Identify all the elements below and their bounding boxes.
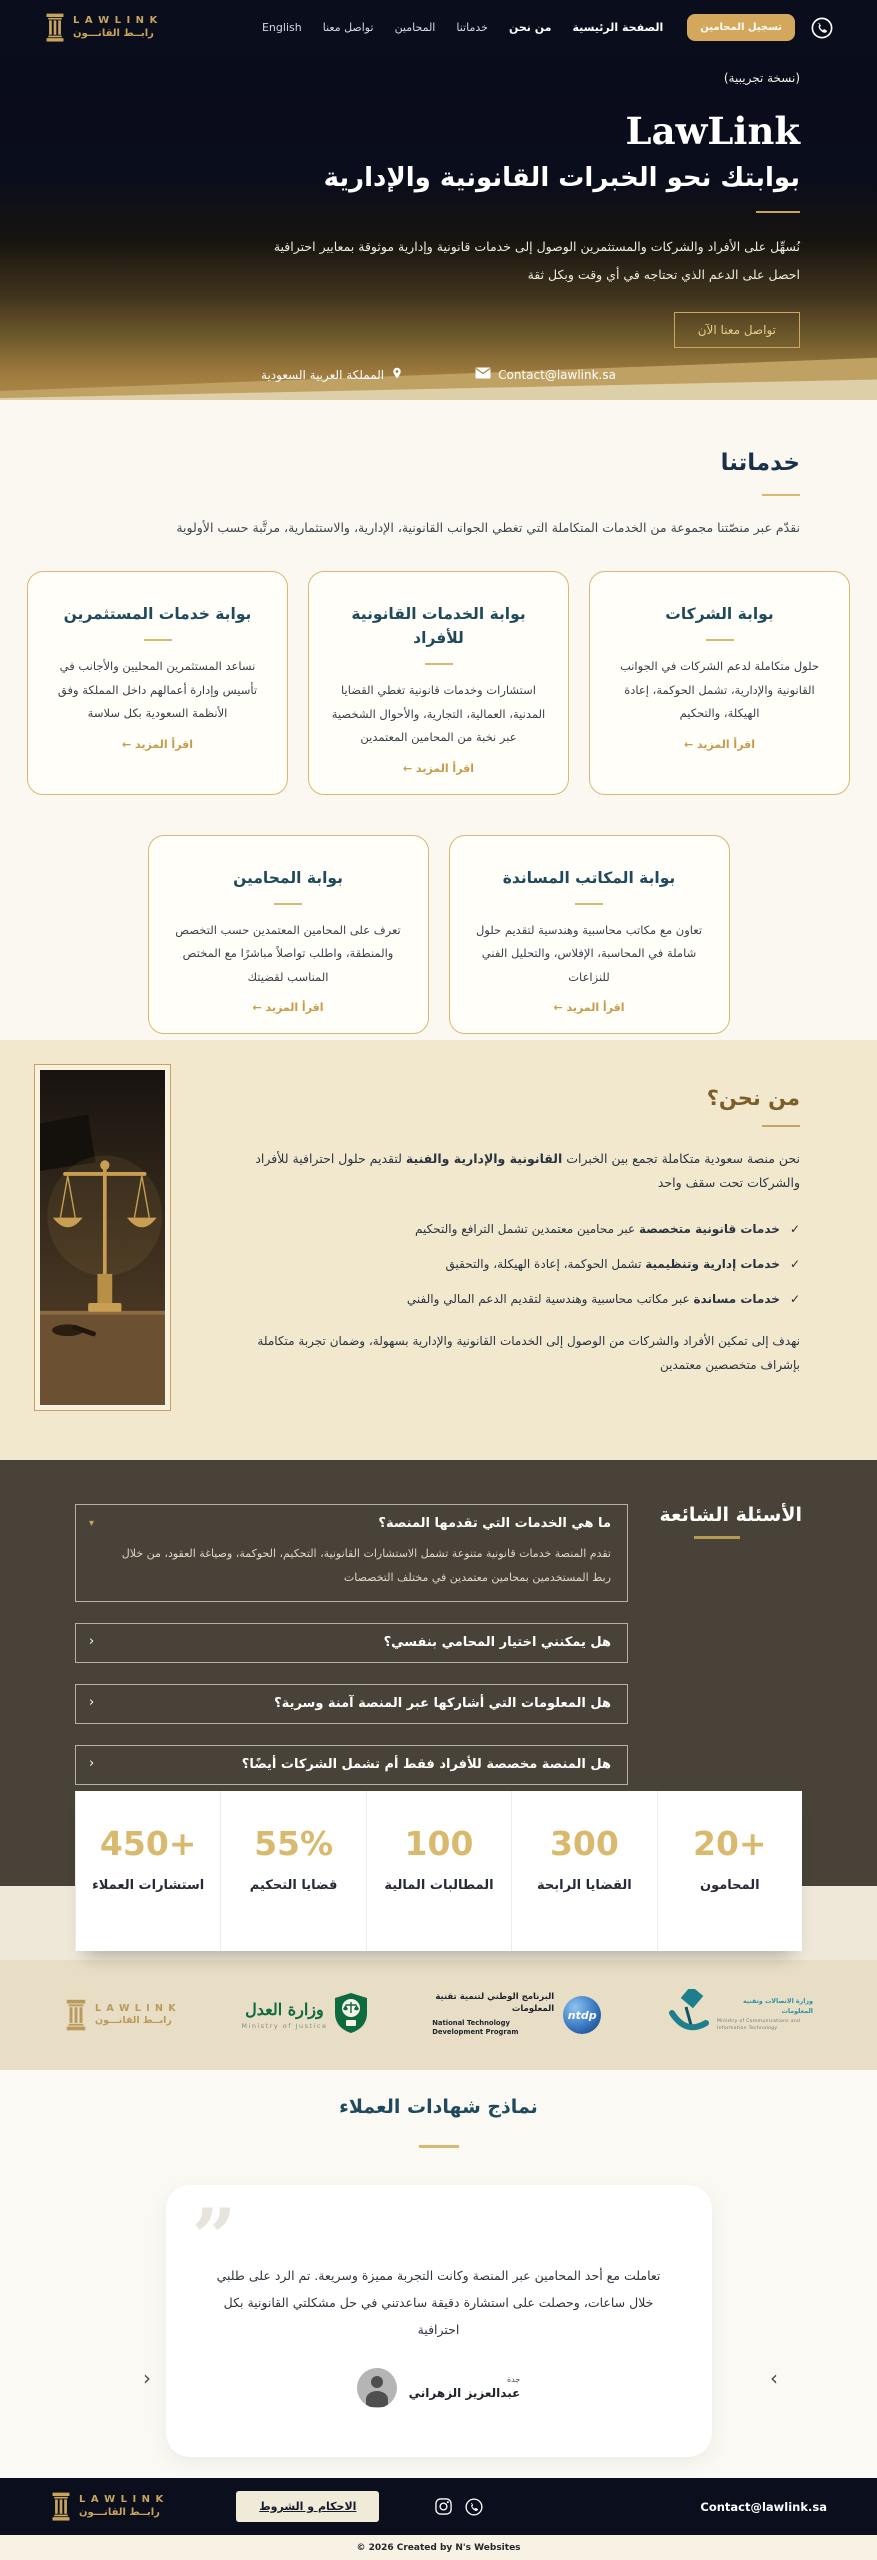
testimonials-section	[0, 2070, 877, 2478]
stat-number: 55%	[254, 1824, 334, 1863]
testimonials-title: نماذج شهادات العملاء	[339, 2096, 538, 2118]
faq-question: هل المنصة مخصصة للأفراد فقط أم تشمل الشركات أيضًا؟	[241, 1757, 611, 1773]
stat-label: المحامون	[699, 1878, 760, 1893]
contact-now-button[interactable]: تواصل معنا الآن	[674, 312, 800, 348]
hero-contact-bar	[0, 365, 877, 384]
ntdp-globe-icon	[563, 1996, 601, 2034]
stat-lawyers	[657, 1791, 802, 1951]
quote-icon: ”	[191, 2192, 237, 2283]
stat-number: 20+	[693, 1824, 767, 1863]
services-subtitle: نقدّم عبر منصّتنا مجموعة من الخدمات المتكاملة التي تغطي الجوانب القانونية، الإدارية، والاستثمارية، مرتَّبة حسب الأولوية	[176, 520, 800, 535]
check-icon: ✓	[789, 1256, 800, 1271]
faq-item-choose-lawyer[interactable]	[75, 1623, 628, 1663]
partners-section	[0, 1960, 877, 2070]
moj-english-name: Ministry of Justice	[241, 2022, 328, 2030]
stats-row	[75, 1791, 802, 1951]
card-title: بوابة الخدمات القانونية للأفراد	[351, 605, 526, 648]
nav-home[interactable]: الصفحة الرئيسية	[572, 21, 664, 34]
nav-contact[interactable]: تواصل معنا	[322, 21, 374, 34]
logo-arabic: رابــط القانـــون	[79, 2506, 160, 2518]
card-text: استشارات وخدمات قانونية تغطي القضايا المدنية، العمالية، التجارية، والأحوال الشخصية عبر نخبة من المحامين المعتمدين	[331, 683, 546, 745]
avatar	[357, 2368, 397, 2408]
mcit-arabic-name: وزارة الاتصالات وتقنية المعلومات	[742, 1998, 813, 2015]
card-title: بوابة المكاتب المساندة	[502, 868, 676, 887]
carousel-prev-arrow[interactable]: ‹	[143, 2366, 151, 2390]
gold-divider	[762, 1125, 800, 1127]
mcit-text	[717, 1997, 813, 2033]
checklist-rest: عبر مكاتب محاسبية وهندسية لتقديم الدعم المالي والفني	[406, 1292, 694, 1307]
nav-about[interactable]: من نحن	[508, 21, 552, 34]
faq-title: الأسئلة الشائعة	[659, 1504, 802, 1526]
about-closing: نهدف إلى تمكين الأفراد والشركات من الوصول إلى الخدمات القانونية والإدارية بسهولة، وضمان تجربة متكاملة بإشراف متخصصين معتمدين	[257, 1334, 800, 1372]
mcit-emblem-icon	[666, 1989, 710, 2041]
hero-description-line2: احصل على الدعم الذي تحتاجه في أي وقت وبكل ثقة	[527, 266, 800, 282]
chevron-left-icon	[89, 1695, 94, 1710]
contact-email: Contact@lawlink.sa	[498, 367, 616, 382]
faq-question: هل المعلومات التي أشاركها عبر المنصة آمنة وسرية؟	[274, 1696, 611, 1712]
stat-value	[367, 1824, 511, 1863]
gold-divider	[274, 903, 302, 905]
stat-value	[658, 1824, 802, 1863]
nav-services[interactable]: خدماتنا	[456, 21, 488, 34]
header	[0, 0, 877, 55]
service-card-investors	[27, 571, 288, 795]
lawlink-logo[interactable]	[44, 13, 158, 43]
card-title: بوابة الشركات	[665, 605, 774, 623]
location-text: المملكة العربية السعودية	[261, 367, 385, 382]
logo-arabic: رابــط القانـــون	[73, 27, 154, 39]
about-title: من نحن؟	[706, 1086, 800, 1110]
card-title: بوابة المحامين	[233, 868, 343, 887]
checklist-item	[215, 1218, 800, 1240]
about-intro-prefix: نحن منصة سعودية متكاملة تجمع بين الخبرات	[562, 1151, 800, 1166]
partner-logo-ministry-of-justice	[241, 1993, 367, 2037]
checklist-rest: عبر محامين معتمدين تشمل الترافع والتحكيم	[415, 1221, 640, 1236]
envelope-icon	[475, 367, 491, 382]
services-cards-row-2	[27, 835, 850, 1035]
checklist-bold: خدمات إدارية وتنظيمية	[645, 1256, 780, 1271]
read-more-link[interactable]: اقرأ المزيد ←	[121, 737, 194, 751]
register-lawyers-button[interactable]: تسجيل المحامين	[687, 14, 795, 41]
moj-shield-icon	[335, 1993, 367, 2037]
card-title: بوابة خدمات المستثمرين	[63, 605, 252, 623]
services-title: خدماتنا	[720, 450, 800, 476]
hero-description	[0, 233, 800, 288]
carousel-next-arrow[interactable]: ›	[770, 2366, 778, 2390]
faq-answer: تقدم المنصة خدمات قانونية متنوعة تشمل الاستشارات القانونية، التحكيم، الحوكمة، وصياغة العقود، من خلال ربط المستخدمين بمحامين معتمدين في مختلف التخصصات	[121, 1547, 611, 1584]
location-item	[261, 365, 403, 384]
read-more-link[interactable]: اقرأ المزيد ←	[402, 761, 475, 775]
gold-divider	[144, 639, 172, 641]
services-section	[0, 400, 877, 1040]
check-icon: ✓	[789, 1292, 800, 1307]
partner-logo-ntdp	[432, 1992, 601, 2037]
gold-divider	[762, 494, 800, 496]
testimonial-author	[214, 2368, 664, 2408]
trial-version-badge: (نسخة تجريبية)	[723, 71, 800, 85]
hero-section	[0, 55, 877, 400]
card-text: تعاون مع مكاتب محاسبية وهندسية لتقديم حلول شاملة في المحاسبة، الإفلاس، والتحليل الفني للنزاعات	[475, 922, 703, 984]
partner-logo-lawlink	[64, 1999, 177, 2032]
about-intro-suffix: لتقديم حلول احترافية للأفراد والشركات تحت سقف واحد	[255, 1151, 800, 1191]
hero-subtitle: بوابتك نحو الخبرات القانونية والإدارية	[323, 163, 800, 193]
check-icon: ✓	[789, 1221, 800, 1236]
logo-text	[79, 2494, 164, 2519]
read-more-link[interactable]: اقرأ المزيد ←	[683, 737, 756, 751]
stat-label: استشارات العملاء	[92, 1878, 205, 1893]
stat-financial-claims	[366, 1791, 511, 1951]
nav-lawyers[interactable]: المحامين	[394, 21, 436, 34]
stat-value	[512, 1824, 656, 1863]
author-name: عبدالعزيز الزهراني	[408, 2386, 521, 2401]
stat-number: 300	[549, 1824, 619, 1863]
checklist-bold: خدمات مساندة	[693, 1292, 780, 1307]
terms-and-conditions-button[interactable]: الاحكام و الشروط	[236, 2491, 379, 2522]
about-intro-bold: القانونية والإدارية والفنية	[405, 1151, 563, 1166]
stat-winning-cases	[511, 1791, 656, 1951]
stat-arbitration-cases	[220, 1791, 365, 1951]
stats-section	[0, 1824, 877, 1960]
main-nav	[262, 21, 663, 34]
gold-divider	[575, 903, 603, 905]
footer-lawlink-logo[interactable]	[50, 2492, 164, 2522]
footer	[0, 2478, 877, 2535]
about-section	[0, 1040, 877, 1460]
stat-value	[221, 1824, 365, 1863]
checklist-text	[415, 1218, 780, 1240]
stat-label: المطالبات المالية	[384, 1878, 494, 1893]
column-icon	[50, 2492, 72, 2522]
checklist-bold: خدمات قانونية متخصصة	[639, 1221, 780, 1236]
chevron-left-icon	[89, 1634, 94, 1649]
faq-question: هل يمكنني اختيار المحامي بنفسي؟	[383, 1635, 611, 1651]
gold-divider	[756, 211, 800, 213]
partner-logo-mcit	[666, 1989, 813, 2041]
about-checklist	[215, 1218, 800, 1311]
stat-number: 100	[404, 1824, 474, 1863]
read-more-link[interactable]: اقرأ المزيد ←	[252, 1001, 324, 1015]
footer-social-icons	[435, 2498, 483, 2516]
gold-divider	[419, 2145, 459, 2148]
mcit-english-name: Ministry of Communications and Information Technology	[716, 2019, 801, 2031]
gold-divider	[425, 663, 453, 665]
moj-arabic-name: وزارة العدل	[245, 2000, 324, 2019]
hero-description-line1: نُسهِّل على الأفراد والشركات والمستثمرين الوصول إلى خدمات قانونية وإدارية موثوقة بمعايير احترافية	[273, 239, 800, 254]
logo-latin: L A W L I N K	[95, 2003, 177, 2015]
card-text: حلول متكاملة لدعم الشركات في الجوانب القانونية والإدارية، تشمل الحوكمة، إعادة الهيكلة، والتحكيم	[619, 659, 820, 721]
ntdp-abbr: ntdp	[567, 2008, 597, 2022]
stat-label: القضايا الرابحة	[537, 1878, 632, 1893]
checklist-rest: تشمل الحوكمة، إعادة الهيكلة، والتحقيق	[445, 1256, 646, 1271]
faq-item-services[interactable]	[75, 1504, 628, 1602]
stat-client-consultations	[75, 1791, 220, 1951]
ntdp-text	[432, 1992, 554, 2037]
column-icon	[64, 1999, 88, 2032]
stat-value	[76, 1824, 220, 1863]
read-more-link[interactable]: اقرأ المزيد ←	[553, 1001, 625, 1015]
services-cards-row-1	[27, 571, 850, 795]
copyright-bar	[0, 2535, 877, 2560]
faq-question: ما هي الخدمات التي تقدمها المنصة؟	[378, 1516, 611, 1531]
instagram-icon[interactable]	[435, 2498, 452, 2515]
footer-contact-email[interactable]: Contact@lawlink.sa	[700, 2499, 827, 2514]
chevron-left-icon	[89, 1756, 94, 1771]
card-text: تعرف على المحامين المعتمدين حسب التخصص والمنطقة، واطلب تواصلاً مباشرًا مع المختص المناسب لقضيتك	[175, 922, 401, 984]
column-icon	[44, 13, 66, 43]
author-location: جدة	[506, 2375, 521, 2385]
service-card-companies	[589, 571, 850, 795]
logo-text	[95, 2003, 177, 2027]
testimonial-quote: تعاملت مع أحد المحامين عبر المنصة وكانت التجربة مميزة وسريعة. تم الرد على طلبي خلال ساعات، وحصلت على استشارة دقيقة ساعدتني في حل مشكلتي القانونية بكل احترافية	[216, 2268, 661, 2337]
checklist-text	[407, 1288, 780, 1310]
whatsapp-icon[interactable]	[811, 17, 833, 39]
checklist-item	[215, 1253, 800, 1275]
faq-item-audience[interactable]	[75, 1745, 628, 1785]
logo-text	[73, 15, 158, 40]
map-pin-icon	[391, 365, 403, 384]
stat-number: 450+	[99, 1824, 197, 1863]
card-text: نساعد المستثمرين المحليين والأجانب في تأسيس وإدارة أعمالهم داخل المملكة وفق الأنظمة السعودية بكل سلاسة	[57, 659, 258, 721]
nav-language-english[interactable]: English	[261, 21, 302, 34]
author-name-block	[409, 2375, 521, 2400]
copyright-text: © 2026 Created by N's Websites	[356, 2542, 521, 2553]
logo-latin: L A W L I N K	[79, 2494, 165, 2505]
stat-label: قضايا التحكيم	[249, 1878, 338, 1893]
service-card-individuals	[308, 571, 569, 795]
checklist-text	[446, 1253, 780, 1275]
checklist-item	[215, 1288, 800, 1310]
gold-divider	[706, 639, 734, 641]
email-item[interactable]	[475, 365, 616, 384]
logo-latin: L A W L I N K	[73, 15, 159, 26]
gold-divider	[694, 1536, 740, 1539]
ntdp-arabic-name: البرنامج الوطني لتنمية تقنية المعلومات	[435, 1992, 555, 2015]
whatsapp-icon[interactable]	[465, 2498, 483, 2516]
logo-arabic: رابــط القانـــون	[95, 2015, 172, 2026]
faq-item-privacy[interactable]	[75, 1684, 628, 1724]
ntdp-english-name: National Technology Development Program	[432, 2019, 519, 2037]
testimonial-card	[166, 2185, 712, 2457]
about-content	[215, 1086, 800, 1377]
hero-title: LawLink	[625, 109, 800, 153]
about-intro	[215, 1147, 800, 1196]
moj-text	[241, 2000, 327, 2030]
service-card-support-offices	[449, 835, 730, 1035]
scales-of-justice-photo	[35, 1065, 170, 1410]
service-card-lawyers	[148, 835, 429, 1035]
chevron-down-icon	[89, 1515, 94, 1530]
